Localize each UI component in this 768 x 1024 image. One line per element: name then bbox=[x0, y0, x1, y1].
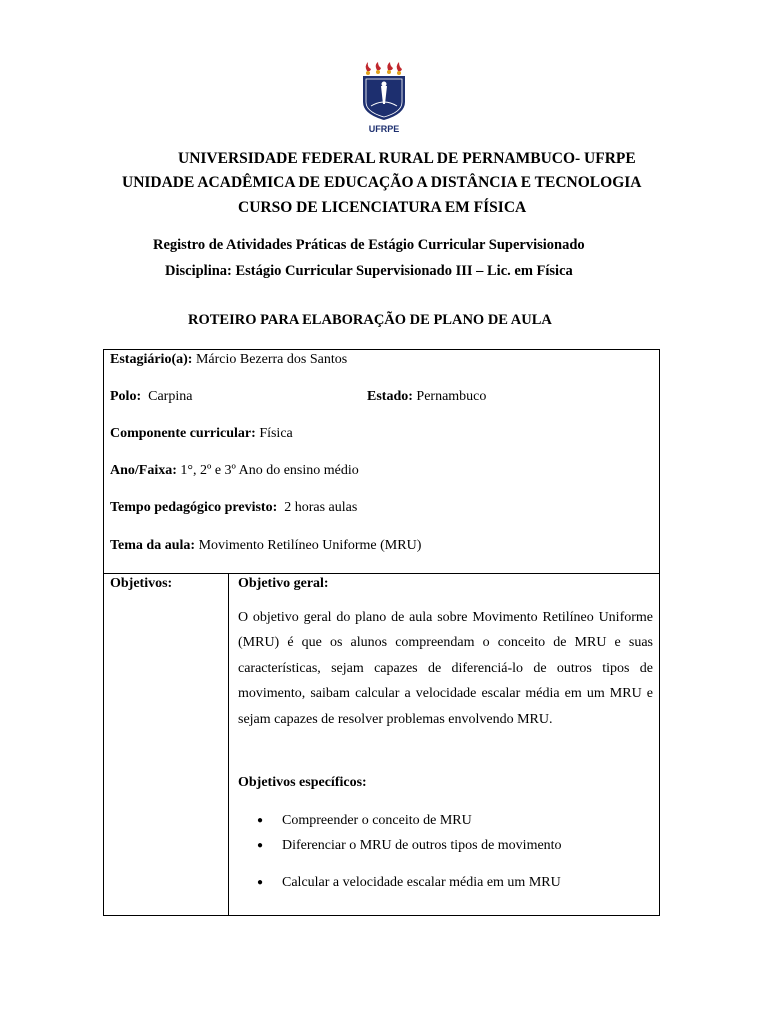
bullet-icon: ● bbox=[257, 840, 264, 851]
estagiario-label: Estagiário(a): bbox=[110, 352, 193, 367]
estagiario-value: Márcio Bezerra dos Santos bbox=[195, 352, 348, 367]
estado-value: Pernambuco bbox=[416, 389, 487, 404]
logo-label: UFRPE bbox=[368, 124, 400, 134]
objetivos-label: Objetivos: bbox=[110, 576, 173, 591]
tema-value: Movimento Retilíneo Uniforme (MRU) bbox=[198, 538, 422, 553]
tema-label: Tema da aula: bbox=[110, 538, 196, 553]
componente-label: Componente curricular: bbox=[110, 426, 256, 441]
estado-row bbox=[367, 389, 486, 405]
tempo-row bbox=[110, 500, 357, 516]
componente-value: Física bbox=[259, 426, 293, 441]
componente-row bbox=[110, 426, 293, 442]
bullet-icon: ● bbox=[257, 877, 264, 888]
register-title: Registro de Atividades Práticas de Estágio Curricular Supervisionado bbox=[153, 237, 585, 253]
unit-name: UNIDADE ACADÊMICA DE EDUCAÇÃO A DISTÂNCIA E TECNOLOGIA bbox=[122, 174, 642, 191]
tempo-value: 2 horas aulas bbox=[284, 500, 358, 515]
torch-flames-icon bbox=[366, 62, 402, 75]
list-item: Calcular a velocidade escalar média em um MRU bbox=[282, 875, 561, 890]
discipline: Disciplina: Estágio Curricular Supervisionado III – Lic. em Física bbox=[165, 263, 573, 279]
lesson-plan-table bbox=[103, 349, 660, 916]
ano-label: Ano/Faixa: bbox=[110, 463, 177, 478]
ufrpe-logo bbox=[359, 62, 409, 134]
column-divider bbox=[228, 574, 229, 915]
ano-row bbox=[110, 463, 359, 479]
tema-row bbox=[110, 538, 421, 554]
objetivos-especificos-title: Objetivos específicos: bbox=[238, 775, 367, 790]
university-name: UNIVERSIDADE FEDERAL RURAL DE PERNAMBUCO- UFRPE bbox=[178, 150, 636, 167]
list-item: Compreender o conceito de MRU bbox=[282, 813, 472, 828]
polo-label: Polo: bbox=[110, 389, 142, 404]
polo-value: Carpina bbox=[148, 389, 193, 404]
table-divider bbox=[104, 573, 659, 574]
document-title: ROTEIRO PARA ELABORAÇÃO DE PLANO DE AULA bbox=[188, 312, 552, 328]
tempo-label: Tempo pedagógico previsto: bbox=[110, 500, 278, 515]
list-item: Diferenciar o MRU de outros tipos de movimento bbox=[282, 838, 562, 853]
estagiario-row bbox=[110, 352, 347, 368]
polo-row bbox=[110, 389, 192, 405]
course-name: CURSO DE LICENCIATURA EM FÍSICA bbox=[238, 199, 527, 216]
estado-label: Estado: bbox=[367, 389, 413, 404]
objetivo-geral-title: Objetivo geral: bbox=[238, 576, 329, 591]
objetivo-geral-text: O objetivo geral do plano de aula sobre Movimento Retilíneo Uniforme (MRU) é que os alunos compreendam o conceito de MRU e suas características, sejam capazes de diferenciá-lo de outros tipos de movimento, saibam calcular a velocidade escalar média em um MRU e sejam capazes de resolver problemas envolvendo MRU. bbox=[238, 610, 653, 727]
ano-value: 1°, 2º e 3º Ano do ensino médio bbox=[180, 463, 359, 478]
bullet-icon: ● bbox=[257, 815, 264, 826]
